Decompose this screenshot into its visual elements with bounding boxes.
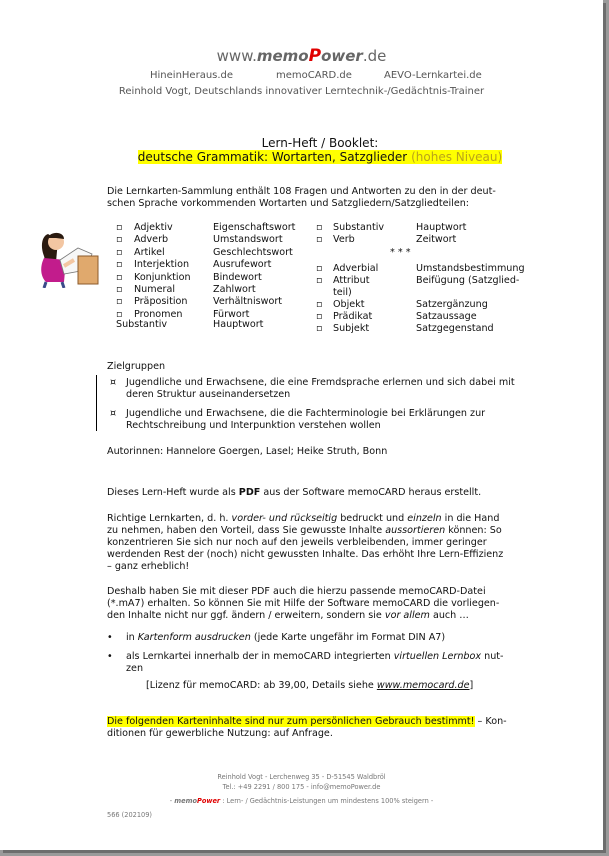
footer-contact[interactable]: Tel.: +49 2291 / 800 175 - info@memoPower.de: [222, 783, 381, 791]
wortart-term: Interjektion: [134, 259, 190, 271]
satzglied-bullet: ▫: [316, 323, 323, 334]
b1a: in: [126, 632, 138, 643]
link-aevo[interactable]: AEVO-Lernkartei.de: [384, 70, 482, 81]
pdf-note-b: PDF: [238, 487, 261, 498]
title-main: deutsche Grammatik: Wortarten, Satzglieder: [137, 150, 408, 164]
zielgruppe-2-line2: Rechtschreibung und Interpunktion verstehen wollen: [126, 420, 381, 431]
bullet-2-cont: zen: [126, 663, 144, 674]
pdf-note: [107, 487, 481, 500]
wortart-term: Adverb: [134, 234, 169, 246]
site-ower: ower: [321, 47, 363, 65]
wortart-bullet: ▫: [116, 308, 123, 320]
satzglied-term: Adverbial: [333, 263, 379, 274]
notice-highlight: Die folgenden Karteninhalte sind nur zum persönlichen Gebrauch bestimmt!: [107, 716, 475, 727]
notice-line1: [107, 716, 507, 729]
header-tagline: Reinhold Vogt, Deutschlands innovativer Lerntechnik-/Gedächtnis-Trainer: [118, 86, 485, 97]
footer-slogan: [0, 797, 603, 805]
wortart-german: Verhältniswort: [213, 296, 283, 308]
para2-line2: (*.mA7) erhalten. So können Sie mit Hilfe der Software memoCARD die vorliegen-: [107, 598, 500, 609]
pdf-note-a: Dieses Lern-Heft wurde als: [107, 487, 239, 498]
p1e: in die Hand: [441, 513, 500, 524]
wortart-term: Pronomen: [134, 308, 183, 320]
document-code: 566 (202109): [107, 811, 152, 819]
p2b: aussortieren: [385, 525, 446, 536]
zielgruppe-1-line2: deren Struktur auseinandersetzen: [126, 389, 291, 400]
notice-line2: ditionen für gewerbliche Nutzung: auf Anfrage.: [107, 728, 333, 739]
b2a: als Lernkartei innerhalb der in memoCARD integrierten: [126, 651, 394, 662]
para1-line1: [107, 513, 499, 526]
reading-girl-clipart: [34, 226, 102, 288]
wortart-right-german: Hauptwort: [416, 222, 467, 233]
wortarten-last-term: Substantiv: [116, 319, 168, 330]
p1d: einzeln: [407, 513, 442, 524]
wortart-bullet: ▫: [116, 222, 123, 233]
satzglied-bullet: ▫: [316, 275, 323, 286]
license-note: [146, 680, 473, 693]
wortart-german: Zahlwort: [213, 284, 256, 295]
separator: * * *: [390, 247, 411, 258]
satzglied-german: Satzgegenstand: [416, 323, 494, 334]
wortart-german: Umstandswort: [213, 234, 283, 246]
p2c: können: So: [445, 525, 502, 536]
wortart-right-bullet: ▫: [316, 222, 323, 233]
para1-line5: – ganz erheblich!: [107, 561, 190, 572]
wortart-german: Eigenschaftswort: [213, 222, 296, 233]
wortart-term: Artikel: [134, 246, 165, 258]
wortart-term: Adjektiv: [134, 222, 173, 233]
satzglied-german: Satzaussage: [416, 311, 477, 322]
intro-line2: schen Sprache vorkommenden Wortarten und Satzgliedern/Satzgliedteilen:: [107, 198, 470, 209]
para1-line2: [107, 525, 502, 538]
p1a: Richtige Lernkarten, d. h.: [107, 513, 232, 524]
satzglied-german: Beifügung (Satzglied-: [416, 275, 520, 286]
wortart-bullet: ▫: [116, 296, 123, 308]
wortart-bullet: ▫: [116, 271, 123, 283]
wortart-right-bullet: ▫: [316, 234, 323, 246]
wortart-term: Numeral: [134, 284, 175, 295]
bullet-1-marker: •: [107, 632, 113, 643]
wortart-bullet: ▫: [116, 259, 123, 271]
p1c: bedruckt und: [337, 513, 408, 524]
site-prefix: www.: [216, 47, 257, 65]
pdf-note-c: aus der Software memoCARD heraus erstellt.: [260, 487, 482, 498]
satzglied-german: Satzergänzung: [416, 299, 488, 310]
satzglied-bullet: ▫: [316, 263, 323, 274]
ft-power: Power: [196, 797, 221, 805]
p2-3a: den Inhalte nicht nur ggf. ändern / erweitern, sondern sie: [107, 610, 385, 621]
bullet-1-text: [126, 632, 445, 645]
b2b: virtuellen Lernbox: [393, 651, 482, 662]
para1-line3: konzentrieren Sie sich nur noch auf den jeweils verbleibenden, immer geringer: [107, 537, 487, 548]
wortart-german: Bindewort: [213, 271, 262, 283]
title-extra: (hohes Niveau): [411, 150, 503, 164]
wortarten-last-german: Hauptwort: [213, 319, 264, 330]
wortart-right-term: Substantiv: [333, 222, 385, 233]
p2-3b: vor allem: [384, 610, 430, 621]
zielgruppe-1-line1: Jugendliche und Erwachsene, die eine Fremdsprache erlernen und sich dabei mit: [126, 377, 515, 388]
notice-rest: – Kon-: [474, 716, 507, 727]
link-memocard[interactable]: memoCARD.de: [276, 70, 352, 81]
satzglied-term: Objekt: [333, 299, 365, 310]
p2-3c: auch …: [429, 610, 469, 621]
satzglied-term: Attribut: [333, 275, 370, 286]
link-hineinheraus[interactable]: HineinHeraus.de: [150, 70, 234, 81]
b1c: (jede Karte ungefähr im Format DIN A7): [250, 632, 446, 643]
zielgruppen-bar: [96, 375, 97, 431]
wortart-bullet: ▫: [116, 234, 123, 246]
zielgruppe-1-bullet: ¤: [110, 377, 117, 388]
title-line1: Lern-Heft / Booklet:: [261, 136, 379, 150]
license-a: [Lizenz für memoCARD: ab 39,00, Details siehe: [146, 680, 377, 691]
bullet-2-marker: •: [107, 651, 113, 662]
p1b: vorder- und rückseitig: [231, 513, 338, 524]
wortart-bullet: ▫: [116, 284, 123, 295]
wortart-german: Ausrufewort: [213, 259, 272, 271]
satzglied-term: teil): [333, 287, 352, 298]
para2-line1: Deshalb haben Sie mit dieser PDF auch die hierzu passende memoCARD-Datei: [107, 586, 486, 597]
satzglied-german: Umstandsbestimmung: [416, 263, 525, 274]
wortart-right-term: Verb: [333, 234, 355, 246]
satzglied-bullet: ▫: [316, 299, 323, 310]
satzglied-bullet: ▫: [316, 311, 323, 322]
site-p: P: [308, 46, 322, 66]
zielgruppe-2-line1: Jugendliche und Erwachsene, die die Fachterminologie bei Erklärungen zur: [126, 408, 486, 419]
footer-address: Reinhold Vogt - Lerchenweg 35 - D-51545 Waldbröl: [217, 773, 386, 781]
ft-memo: memo: [174, 797, 197, 805]
satzglied-term: Subjekt: [333, 323, 370, 334]
authors: Autorinnen: Hannelore Goergen, Lasel; Heike Struth, Bonn: [107, 446, 388, 457]
wortart-bullet: ▫: [116, 246, 123, 258]
wortart-term: Präposition: [134, 296, 188, 308]
p2a: zu nehmen, haben den Vorteil, dass Sie gewusste Inhalte: [107, 525, 386, 536]
wortart-right-german: Zeitwort: [416, 234, 457, 246]
wortart-german: Geschlechtswort: [213, 246, 293, 258]
bullet-2-text: [126, 651, 504, 664]
license-b: ]: [469, 680, 474, 691]
b1b: Kartenform ausdrucken: [137, 632, 251, 643]
memocard-link[interactable]: www.memocard.de: [376, 680, 470, 691]
para2-line3: [107, 610, 469, 623]
b2c: nut-: [481, 651, 504, 662]
ft-pre: -: [169, 797, 175, 805]
intro-line1: Die Lernkarten-Sammlung enthält 108 Fragen und Antworten zu den in der deut-: [107, 186, 496, 197]
zielgruppe-2-bullet: ¤: [110, 408, 117, 419]
wortart-term: Konjunktion: [134, 271, 191, 283]
site-suffix: .de: [362, 47, 387, 65]
wortart-german: Fürwort: [213, 308, 250, 320]
zielgruppen-heading: Zielgruppen: [107, 361, 166, 372]
title-line2: [0, 150, 603, 164]
ft-rest: : Lern- / Gedächtnis-Leistungen um mindestens 100% steigern -: [220, 797, 434, 805]
site-url[interactable]: [0, 46, 603, 66]
satzglied-term: Prädikat: [333, 311, 373, 322]
site-memo: memo: [256, 47, 309, 65]
para1-line4: werdenden Rest der (noch) nicht gewussten Inhalte. Das erhöht Ihre Lern-Effizienz: [107, 549, 504, 560]
